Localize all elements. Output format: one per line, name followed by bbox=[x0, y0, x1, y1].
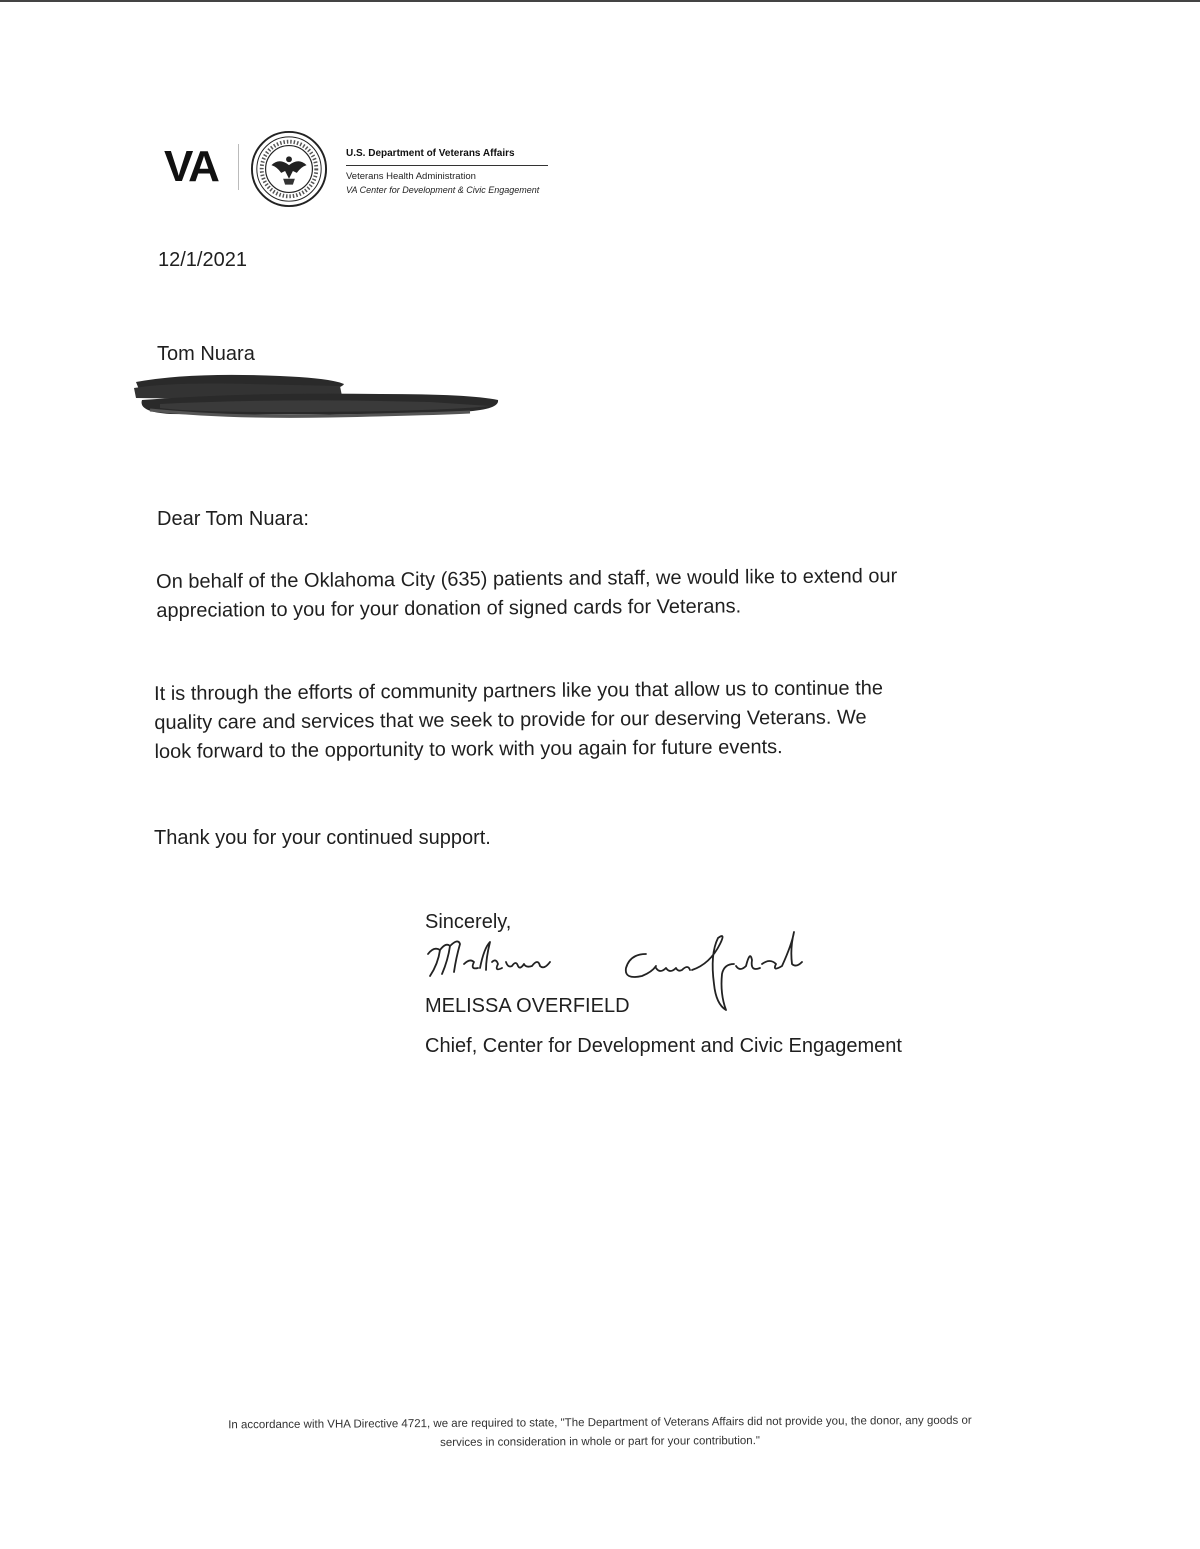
paragraph-line: It is through the efforts of community partners like you that allow us to continue the bbox=[154, 677, 884, 705]
footer-line: services in consideration in whole or part for your contribution." bbox=[440, 1435, 761, 1449]
recipient-name: Tom Nuara bbox=[157, 343, 255, 365]
paragraph-line: look forward to the opportunity to work with you again for future events. bbox=[154, 736, 783, 763]
administration-name: Veterans Health Administration bbox=[346, 171, 476, 182]
signer-name: MELISSA OVERFIELD bbox=[425, 995, 630, 1017]
scan-edge bbox=[0, 0, 1200, 6]
salutation: Dear Tom Nuara: bbox=[157, 508, 309, 530]
center-name: VA Center for Development & Civic Engagement bbox=[346, 185, 540, 195]
redaction-mark bbox=[130, 368, 502, 426]
letterhead-divider bbox=[238, 144, 239, 190]
paragraph-appreciation bbox=[156, 562, 898, 626]
va-logo: VA bbox=[164, 142, 218, 191]
paragraph-line: On behalf of the Oklahoma City (635) patients and staff, we would like to extend our bbox=[156, 565, 898, 593]
thanks-line: Thank you for your continued support. bbox=[154, 827, 491, 849]
va-seal-icon bbox=[250, 130, 328, 208]
letter-date: 12/1/2021 bbox=[158, 249, 247, 271]
signer-title: Chief, Center for Development and Civic Engagement bbox=[425, 1035, 902, 1057]
paragraph-partners bbox=[154, 674, 884, 767]
letterhead bbox=[160, 128, 620, 208]
closing: Sincerely, bbox=[425, 911, 512, 933]
paragraph-line: appreciation to you for your donation of signed cards for Veterans. bbox=[156, 595, 742, 622]
footer-line: In accordance with VHA Directive 4721, we are required to state, "The Department of Veterans Affairs did not provide you, the donor, any goods or bbox=[228, 1414, 972, 1432]
footer-disclaimer bbox=[145, 1411, 1055, 1455]
department-rule bbox=[346, 165, 548, 166]
paragraph-line: quality care and services that we seek to provide for our deserving Veterans. We bbox=[154, 706, 867, 734]
department-name: U.S. Department of Veterans Affairs bbox=[346, 148, 515, 159]
